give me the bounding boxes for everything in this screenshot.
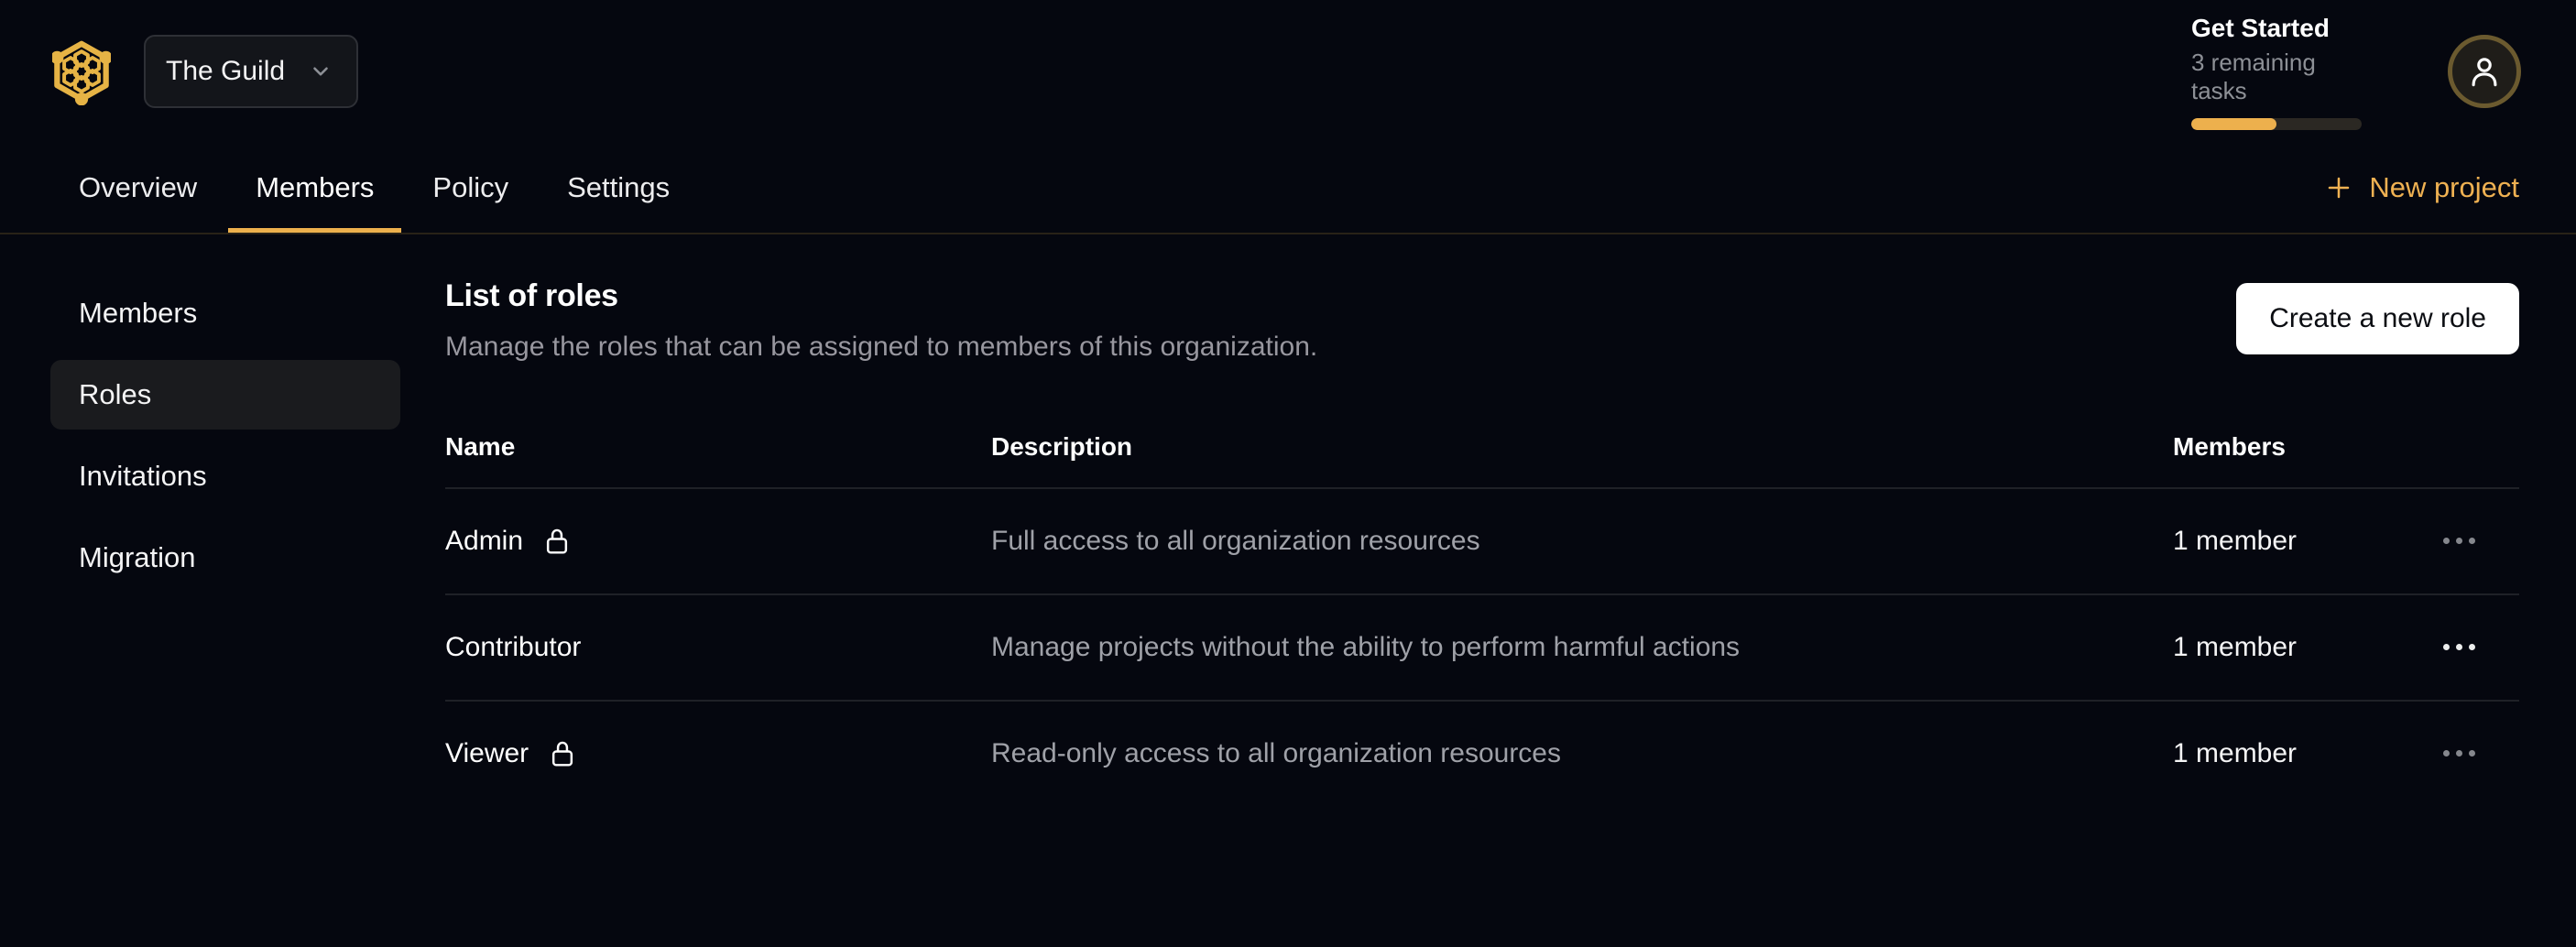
role-name-cell <box>445 738 991 769</box>
role-members-cell <box>2173 738 2519 769</box>
role-members-count: 1 member <box>2173 631 2298 662</box>
role-description: Manage projects without the ability to perform harmful actions <box>991 631 1741 662</box>
get-started-progress-fill <box>2191 118 2276 130</box>
active-tab-underline <box>228 228 401 233</box>
sidebar-item-roles[interactable]: Roles <box>50 360 400 430</box>
get-started-title: Get Started <box>2191 13 2330 42</box>
role-members-cell <box>2173 632 2519 663</box>
org-name: The Guild <box>166 56 286 86</box>
role-name-cell <box>445 632 991 663</box>
role-row <box>445 702 2519 806</box>
main-header <box>445 277 2519 365</box>
sidebar-item-invitations[interactable]: Invitations <box>79 460 207 492</box>
column-header-members: Members <box>2173 431 2286 461</box>
sidebar-item-members[interactable]: Members <box>79 297 198 329</box>
nav-tab-policy[interactable]: Policy <box>432 171 509 203</box>
role-name: Contributor <box>445 631 582 662</box>
person-icon <box>2464 51 2505 92</box>
role-name-cell <box>445 526 991 557</box>
role-name: Admin <box>445 525 524 556</box>
nav-tab-settings[interactable]: Settings <box>567 171 671 203</box>
role-members-count: 1 member <box>2173 737 2298 768</box>
role-row <box>445 489 2519 595</box>
main-panel <box>400 234 2576 806</box>
sidebar-item-migration[interactable]: Migration <box>79 541 196 573</box>
create-role-button[interactable]: Create a new role <box>2236 283 2519 354</box>
lock-icon <box>543 527 571 556</box>
header-right <box>2191 13 2521 131</box>
row-menu-button[interactable] <box>2434 741 2484 766</box>
content <box>0 234 2576 806</box>
page-subtitle: Manage the roles that can be assigned to members of this organization. <box>445 331 1318 362</box>
lock-icon <box>549 739 576 768</box>
user-avatar-button[interactable] <box>2448 35 2521 108</box>
members-sidebar <box>0 234 400 604</box>
main-header-text <box>445 277 1317 365</box>
column-header-name: Name <box>445 431 516 461</box>
role-row <box>445 595 2519 702</box>
ellipsis-icon <box>2443 644 2450 650</box>
ellipsis-icon <box>2443 538 2450 544</box>
get-started-progress-track <box>2191 118 2362 130</box>
header-left <box>52 35 358 108</box>
org-switcher-dropdown[interactable] <box>144 35 358 108</box>
row-menu-button[interactable] <box>2434 635 2484 659</box>
nav-tab-members[interactable]: Members <box>226 143 403 233</box>
new-project-button[interactable] <box>2325 143 2519 233</box>
page-title: List of roles <box>445 278 618 313</box>
roles-table <box>445 365 2519 806</box>
role-name: Viewer <box>445 737 529 768</box>
role-description: Full access to all organization resources <box>991 525 1480 556</box>
org-nav <box>0 143 2576 234</box>
column-header-description: Description <box>991 431 1133 461</box>
nav-tab-overview[interactable]: Overview <box>79 171 198 203</box>
nav-tabs <box>49 143 699 233</box>
role-members-cell <box>2173 526 2519 557</box>
get-started-widget[interactable] <box>2191 13 2362 131</box>
role-members-count: 1 member <box>2173 525 2298 556</box>
role-description: Read-only access to all organization resources <box>991 737 1561 768</box>
roles-table-body <box>445 489 2519 806</box>
hive-logo-icon[interactable] <box>52 38 111 105</box>
app-header <box>0 0 2576 143</box>
plus-icon <box>2325 174 2352 201</box>
new-project-label: New project <box>2369 171 2519 203</box>
row-menu-button[interactable] <box>2434 528 2484 553</box>
roles-table-header <box>445 365 2519 489</box>
chevron-down-icon <box>309 60 333 83</box>
get-started-remaining-tasks: 3 remaining tasks <box>2191 49 2316 105</box>
ellipsis-icon <box>2443 750 2450 757</box>
